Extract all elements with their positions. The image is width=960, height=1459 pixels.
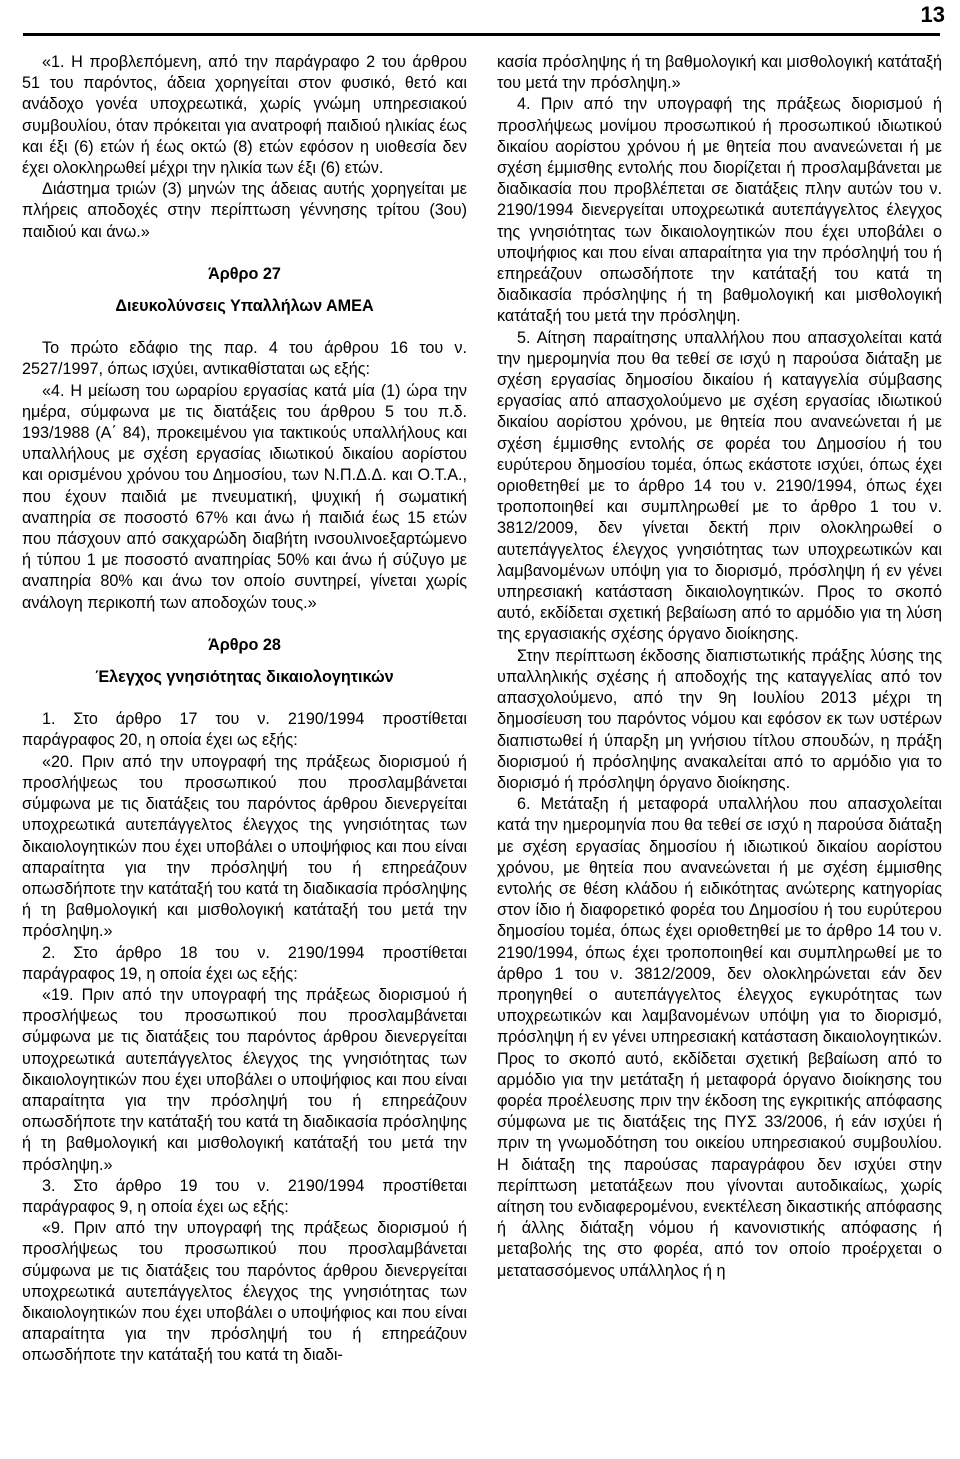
header-rule (23, 33, 940, 36)
paragraph: 6. Μετάταξη ή μεταφορά υπαλλήλου που απασχολείται κατά την ημερομηνία που θα τεθεί σε ισχύ η παρούσα διάταξη με σχέση εργασίας δημοσίου ή ιδιωτικού δικαίου αορίστου χρόνου, με θητεία που ανανεώνεται ή με σχέση έμμισθης εντολής σε θέση κλάδου ή ειδικότητας ανώτερης κατηγορίας στον ίδιο ή διαφορετικό φορέα του Δημοσίου ή του ευρύτερου δημοσίου τομέα, όπως έχει οριοθετηθεί με το άρθρο 14 του ν. 2190/1994, όπως έχει τροποποιηθεί και συμπληρωθεί με το άρθρο 1 του ν. 3812/2009, δεν ολοκληρώνεται εάν δεν προηγηθεί ο αυτεπάγγελτος έλεγχος εγκυρότητας των υποχρεωτικών και λαμβανομένων υπόψη για το διορισμό, πρόσληψη ή εν γένει υπηρεσιακή κατάσταση δικαιολογητικών. Προς το σκοπό αυτό, εκδίδεται σχετική βεβαίωση από το αρμόδιο για την μετάταξη ή μεταφορά όργανο διοίκησης του φορέα προέλευσης πριν την έκδοση της εγκριτικής απόφασης σύμφωνα με τις διατάξεις της ΠΥΣ 33/2006, ή εάν ισχύει ή πριν τη γνωμοδότηση του οικείου υπηρεσιακού συμβουλίου. Η διάταξη της παρούσας παραγράφου δεν ισχύει στην περίπτωση μετατάξεων που γίνονται αυτοδικαίως, χωρίς αίτηση του ενδιαφερομένου, ενεκτέλεση δικαστικής απόφασης ή άλλης διάταξη νόμου ή κανονιστικής απόφασης ή μεταβολής της στο φορέα, από τον οποίο προέρχεται ο μετατασσόμενος υπάλληλος ή η (497, 795, 942, 1280)
page-number: 13 (920, 2, 945, 27)
paragraph: Το πρώτο εδάφιο της παρ. 4 του άρθρου 16 του ν. 2527/1997, όπως ισχύει, αντικαθίσταται ως εξής: (22, 339, 467, 379)
paragraph: «9. Πριν από την υπογραφή της πράξεως διορισμού ή προσλήψεως του προσωπικού που προσλαμβάνεται σύμφωνα με τις διατάξεις του παρόντος άρθρου διενεργείται υποχρεωτικά αυτεπάγγελτος έλεγχος της γνησιότητας των δικαιολογητικών που έχει υποβάλει ο υποψήφιος και που είναι απαραίτητα για την πρόσληψή του ή επηρεάζουν οπωσδήποτε την κατάταξή του κατά τη διαδι- (22, 1219, 467, 1365)
article-27-title: Διευκολύνσεις Υπαλλήλων ΑΜΕΑ (115, 297, 374, 316)
right-column (497, 52, 942, 1282)
paragraph: «1. Η προβλεπόμενη, από την παράγραφο 2 του άρθρου 51 του παρόντος, άδεια χορηγείται στον φυσικό, θετό και ανάδοχο γονέα υποχρεωτικά, χωρίς γνώμη υπηρεσιακού συμβουλίου, όταν πρόκειται για ανατροφή παιδιού ηλικίας έως και έξι (6) ετών ή έως οκτώ (8) ετών εφόσον η υιοθεσία δεν έχει ολοκληρωθεί μέχρι την ηλικία των έξι (6) ετών. (22, 53, 467, 178)
article-28-heading: Άρθρο 28 (208, 635, 281, 654)
paragraph: 5. Αίτηση παραίτησης υπαλλήλου που απασχολείται κατά την ημερομηνία που θα τεθεί σε ισχύ η παρούσα διάταξη με σχέση εργασίας δημοσίου δικαίου ή καταγγελία σύμβασης εργασίας από απασχολούμενο με σχέση εργασίας ιδιωτικού δικαίου αορίστου χρόνου, με θητεία που ανανεώνεται ή με σχέση έμμισθης εντολής σε φορέα του Δημοσίου ή του ευρύτερου δημοσίου τομέα, όπως εκάστοτε ισχύει, όπως έχει οριοθετηθεί με το άρθρο 14 του ν. 2190/1994, όπως έχει τροποποιηθεί και συμπληρωθεί με το άρθρο 1 του ν. 3812/2009, δεν γίνεται δεκτή πριν ολοκληρωθεί ο αυτεπάγγελτος έλεγχος γνησιότητας των υποχρεωτικών και λαμβανομένων υπόψη για το διορισμό, πρόσληψη ή εν γένει υπηρεσιακή κατάσταση δικαιολογητικών. Προς το σκοπό αυτό, εκδίδεται σχετική βεβαίωση από το αρμόδιο για τη λύση της εργασιακής σχέσης όργανο διοίκησης. (497, 328, 942, 644)
article-27-heading: Άρθρο 27 (208, 264, 281, 283)
paragraph: «4. Η μείωση του ωραρίου εργασίας κατά μία (1) ώρα την ημέρα, σύμφωνα με τις διατάξεις του άρθρου 5 του π.δ. 193/1988 (Α΄ 84), προκειμένου για τακτικούς υπαλλήλους και υπαλλήλους με σχέση εργασίας ιδιωτικού δικαίου αορίστου και ορισμένου χρόνου του Δημοσίου, των Ν.Π.Δ.Δ. και Ο.Τ.Α., που έχουν παιδιά με πνευματική, ψυχική ή σωματική αναπηρία σε ποσοστό 67% και άνω ή παιδιά έως 15 ετών που πάσχουν από σακχαρώδη διαβήτη ινσουλινοεξαρτώμενο ή τύπου 1 με ποσοστό αναπηρίας 50% και άνω ή σύζυγο με αναπηρία 80% και άνω τον οποίο συντηρεί, γίνεται χωρίς ανάλογη περικοπή των αποδοχών τους.» (22, 381, 467, 612)
paragraph: Στην περίπτωση έκδοσης διαπιστωτικής πράξης λύσης της υπαλληλικής σχέσης ή αποδοχής της καταγγελίας από τον απασχολούμενο, από την 9η Ιουλίου 2013 μέχρι τη δημοσίευση του παρόντος νόμου και εφόσον εκ των υστέρων διαπιστωθεί ή ύπαρξη μη γνήσιου τίτλου σπουδών, η πράξη διορισμού ή πρόσληψης ανακαλείται από το αρμόδιο για το διορισμό ή πρόσληψη όργανο διοίκησης. (497, 646, 942, 792)
paragraph: 4. Πριν από την υπογραφή της πράξεως διορισμού ή προσλήψεως μονίμου προσωπικού ή προσωπικού ιδιωτικού δικαίου αορίστου χρόνου ή με θητεία που ανανεώνεται ή με σχέση έμμισθης εντολής που διορίζεται ή προσλαμβάνεται με διαδικασία που προβλέπεται σε διατάξεις πλην αυτών του ν. 2190/1994 διενεργείται υποχρεωτικά αυτεπάγγελτος έλεγχος της γνησιότητας των δικαιολογητικών που έχει υποβάλει ο υποψήφιος και που είναι απαραίτητα για την πρόσληψή του ή επηρεάζουν οπωσδήποτε την κατάταξή του κατά τη διαδικασία πρόσληψης ή τη βαθμολογική και μισθολογική κατάταξή του μετά την πρόσληψη. (497, 95, 942, 326)
paragraph: «19. Πριν από την υπογραφή της πράξεως διορισμού ή προσλήψεως του προσωπικού που προσλαμβάνεται σύμφωνα με τις διατάξεις του παρόντος άρθρου διενεργείται υποχρεωτικά αυτεπάγγελτος έλεγχος της γνησιότητας των δικαιολογητικών που έχει υποβάλει ο υποψήφιος και που είναι απαραίτητα για την πρόσληψή του ή επηρεάζουν οπωσδήποτε την κατάταξή του κατά τη διαδικασία πρόσληψης ή τη βαθμολογική και μισθολογική κατάταξή του μετά την πρόσληψη.» (22, 985, 467, 1174)
paragraph: 3. Στο άρθρο 19 του ν. 2190/1994 προστίθεται παράγραφος 9, η οποία έχει ως εξής: (22, 1176, 467, 1216)
paragraph: κασία πρόσληψης ή τη βαθμολογική και μισθολογική κατάταξή του μετά την πρόσληψη.» (497, 53, 942, 93)
paragraph: 1. Στο άρθρο 17 του ν. 2190/1994 προστίθεται παράγραφος 20, η οποία έχει ως εξής: (22, 710, 467, 750)
paragraph: Διάστημα τριών (3) μηνών της άδειας αυτής χορηγείται με πλήρεις αποδοχές στην περίπτωση γέννησης τρίτου (3ου) παιδιού και άνω.» (22, 180, 467, 241)
left-column (22, 52, 467, 1367)
article-28-title: Έλεγχος γνησιότητας δικαιολογητικών (95, 668, 394, 687)
paragraph: «20. Πριν από την υπογραφή της πράξεως διορισμού ή προσλήψεως του προσωπικού που προσλαμβάνεται σύμφωνα με τις διατάξεις του παρόντος άρθρου διενεργείται υποχρεωτικά αυτεπάγγελτος έλεγχος της γνησιότητας των δικαιολογητικών που έχει υποβάλει ο υποψήφιος και που είναι απαραίτητα για την πρόσληψή του ή επηρεάζουν οπωσδήποτε την κατάταξή του κατά τη διαδικασία πρόσληψης ή τη βαθμολογική και μισθολογική κατάταξή του μετά την πρόσληψη.» (22, 752, 467, 941)
paragraph: 2. Στο άρθρο 18 του ν. 2190/1994 προστίθεται παράγραφος 19, η οποία έχει ως εξής: (22, 943, 467, 983)
